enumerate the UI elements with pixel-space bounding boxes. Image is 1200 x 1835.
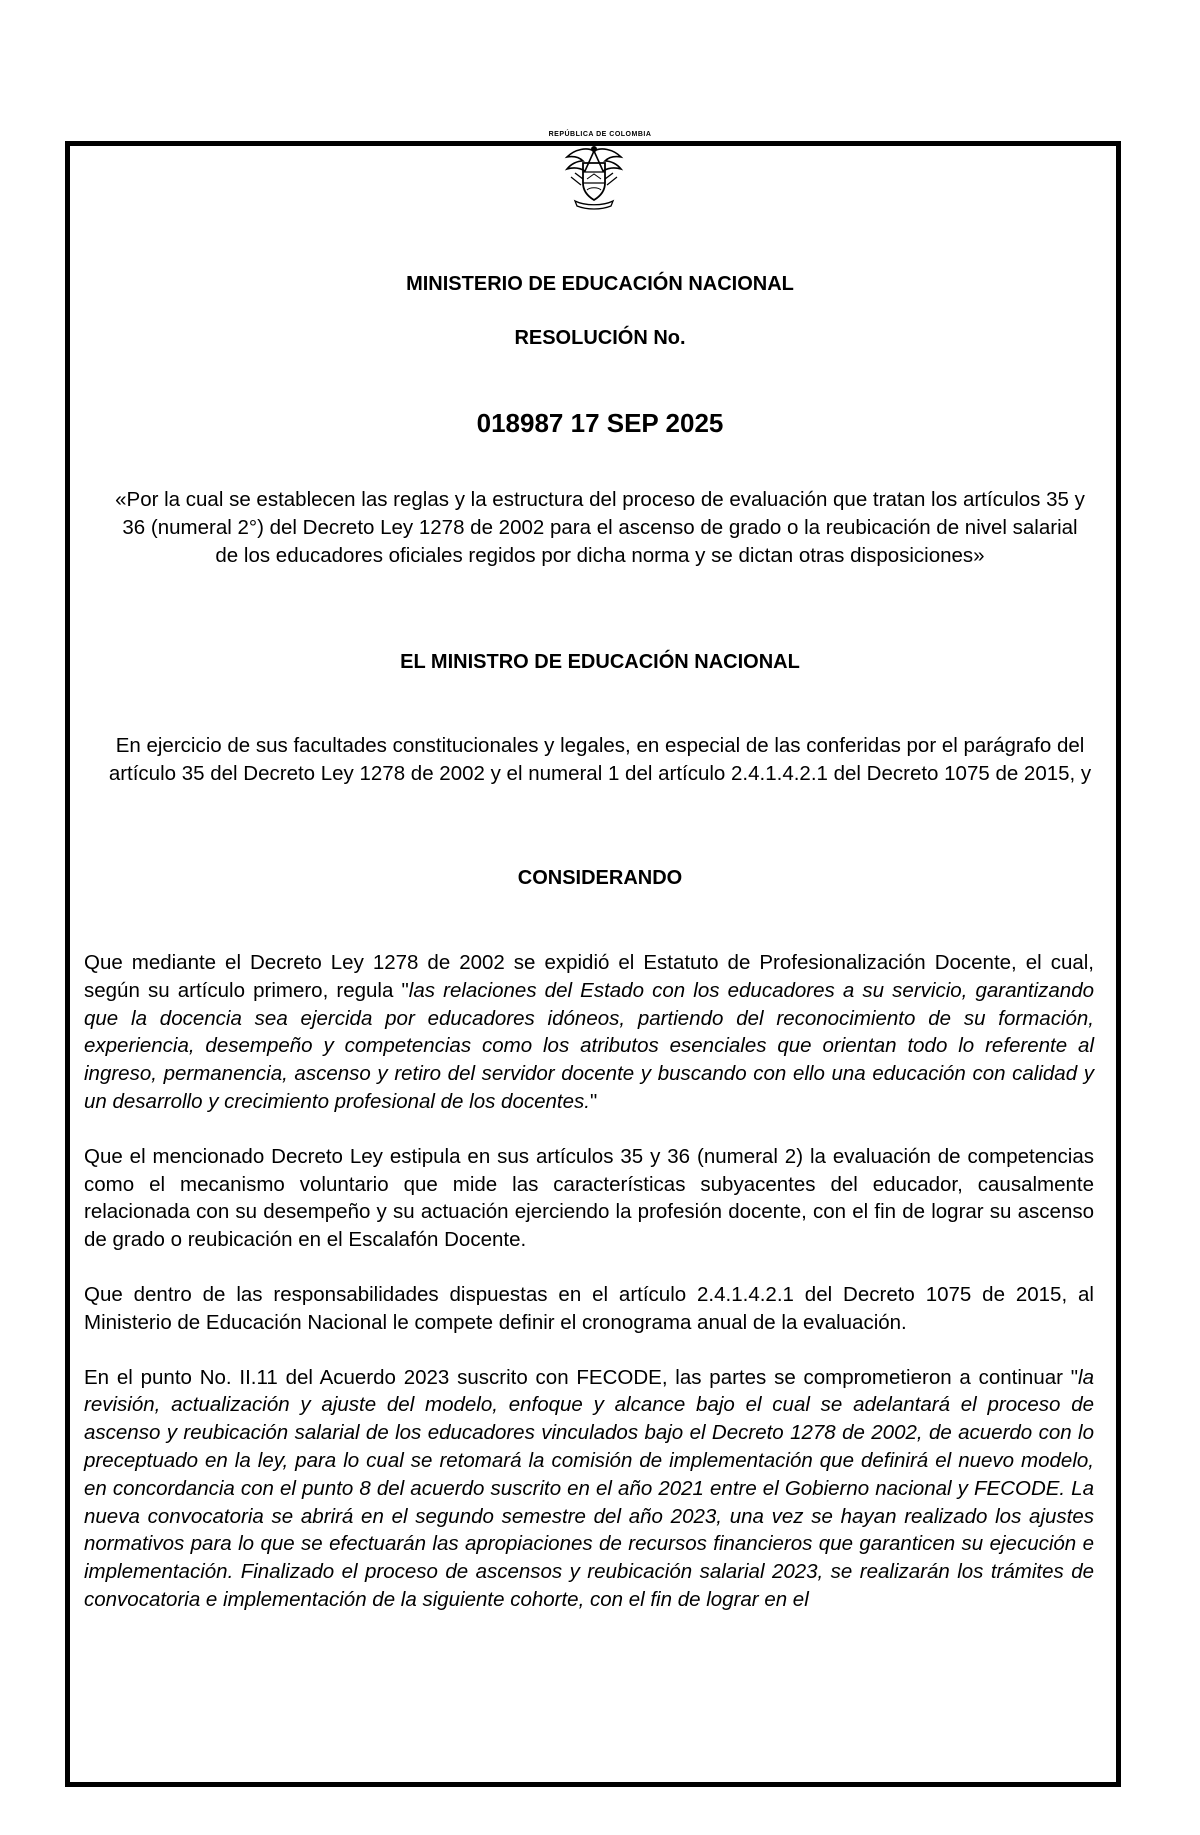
consideration-paragraph bbox=[84, 1364, 1094, 1614]
paragraph-text: " bbox=[589, 1089, 598, 1113]
resolution-subject: «Por la cual se establecen las reglas y la estructura del proceso de evaluación que tratan los artículos 35 y 36 (numeral 2°) del Decreto Ley 1278 de 2002 para el ascenso de grado o la reubicación de nivel salarial de los educadores oficiales regidos por dicha norma y se dictan otras disposiciones» bbox=[115, 488, 1085, 567]
powers-paragraph: En ejercicio de sus facultades constitucionales y legales, en especial de las conferidas por el parágrafo del artículo 35 del Decreto Ley 1278 de 2002 y el numeral 1 del artículo 2.4.1.4.2.1 del Decreto 1075 de 2015, y bbox=[108, 734, 1092, 785]
quoted-text: la revisión, actualización y ajuste del modelo, enfoque y alcance bajo el cual se adelantará el proceso de ascenso y reubicación salarial de los educadores vinculados bajo el Decreto 1278 de 2002, de acuerdo con lo preceptuado en la ley, para lo cual se retomará la comisión de implementación que definirá el nuevo modelo, en concordancia con el punto 8 del acuerdo suscrito en el año 2021 entre el Gobierno nacional y FECODE. La nueva convocatoria se abrirá en el segundo semestre del año 2023, una vez se hayan realizado los ajustes normativos para lo que se efectuarán las apropiaciones de recursos financieros que garanticen su ejecución e implementación. Finalizado el proceso de ascensos y reubicación salarial 2023, se realizarán los trámites de convocatoria e implementación de la siguiente cohorte, con el fin de lograr en el bbox=[84, 1365, 1094, 1611]
resolution-label: RESOLUCIÓN No. bbox=[514, 327, 686, 349]
minister-heading: EL MINISTRO DE EDUCACIÓN NACIONAL bbox=[400, 651, 800, 673]
republic-caption: REPÚBLICA DE COLOMBIA bbox=[548, 131, 652, 138]
considering-heading: CONSIDERANDO bbox=[517, 867, 683, 889]
considerations-body bbox=[84, 949, 1094, 1641]
quoted-text: las relaciones del Estado con los educadores a su servicio, garantizando que la docencia sea ejercida por educadores idóneos, partiendo del reconocimiento de su formación, experiencia, desempeño y competencias como los atributos esenciales que orientan todo lo referente al ingreso, permanencia, ascenso y retiro del servidor docente y buscando con ello una educación con calidad y un desarrollo y crecimiento profesional de los docentes. bbox=[84, 978, 1095, 1113]
consideration-paragraph: Que dentro de las responsabilidades dispuestas en el artículo 2.4.1.4.2.1 del Decreto 1075 de 2015, al Ministerio de Educación Nacional le compete definir el cronograma anual de la evaluación. bbox=[84, 1282, 1094, 1334]
coat-of-arms-icon bbox=[561, 143, 627, 211]
consideration-paragraph bbox=[84, 949, 1094, 1116]
resolution-number: 018987 17 SEP 2025 bbox=[476, 408, 724, 438]
paragraph-text: En el punto No. II.11 del Acuerdo 2023 suscrito con FECODE, las partes se comprometieron a continuar " bbox=[84, 1365, 1079, 1389]
consideration-paragraph: Que el mencionado Decreto Ley estipula en sus artículos 35 y 36 (numeral 2) la evaluación de competencias como el mecanismo voluntario que mide las características subyacentes del educador, causalmente relacionada con su desempeño y su actuación ejerciendo la profesión docente, con el fin de lograr su ascenso de grado o reubicación en el Escalafón Docente. bbox=[84, 1144, 1094, 1252]
paragraph-text: Que mediante el Decreto Ley 1278 de 2002 se expidió el Estatuto de Profesionalización Docente, el cual, según su artículo primero, regula " bbox=[84, 951, 1094, 1002]
ministry-title: MINISTERIO DE EDUCACIÓN NACIONAL bbox=[406, 273, 794, 295]
